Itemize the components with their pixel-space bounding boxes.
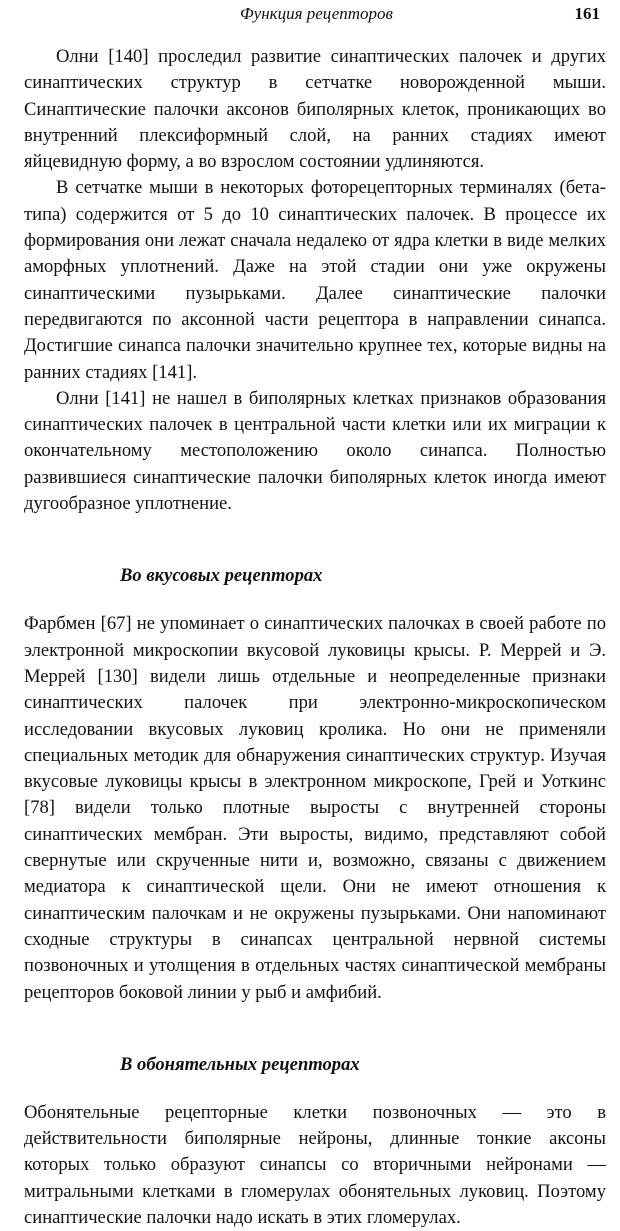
- paragraph-mouse-retina-terminals: В сетчатке мыши в некоторых фоторецепторных терминалях (бета-типа) содержится от 5 до 10 синаптических палочек. В процессе их формирования они лежат сначала недалеко от ядра клетки в виде мелких аморфных уплотнений. Даже на этой стадии они уже окружены синаптическими пузырьками. Далее синаптические палочки передвигаются по аксонной части рецептора в направлении синапса. Достигшие синапса палочки значительно крупнее тех, которые видны на ранних стадиях [141].: [24, 177, 606, 383]
- section-gap: [24, 1006, 606, 1052]
- section-heading-taste-receptors: Во вкусовых рецепторах: [120, 565, 323, 587]
- heading-gap: [24, 1078, 606, 1100]
- paragraph-taste-receptors: Фарбмен [67] не упоминает о синаптических палочках в своей работе по электронной микроскопии вкусовой луковицы крысы. Р. Меррей и Э. Меррей [130] видели лишь отдельные и неопределенные признаки синаптических палочек при электронно-микроскопическом исследовании вкусовых луковиц кролика. Но они не применяли специальных методик для обнаружения синаптических структур. Изучая вкусовые луковицы крысы в электронном микроскопе, Грей и Уоткинс [78] видели только плотные выросты с внутренней стороны синаптических мембран. Эти выросты, видимо, представляют собой свернутые или скрученные нити и, возможно, связаны с движением медиатора к синаптической щели. Они не имеют отношения к синаптическим палочкам и не окружены пузырьками. Они напоминают сходные структуры в синапсах центральной нервной системы позвоночных и утолщения в отдельных частях синаптической мембраны рецепторов боковой линии у рыб и амфибий.: [24, 613, 606, 1003]
- section-heading-olfactory-receptors: В обонятельных рецепторах: [120, 1053, 360, 1075]
- paragraph-olney-retina-development: Олни [140] проследил развитие синаптических палочек и других синаптических структур в сетчатке новорожденной мыши. Синаптические палочки аксонов биполярных клеток, проникающих во внутренний плексиформный слой, на ранних стадиях имеют яйцевидную форму, а во взрослом состоянии удлиняются.: [24, 46, 606, 173]
- running-header: [0, 2, 620, 28]
- page-content: [24, 44, 606, 1231]
- running-title: Функция рецепторов: [240, 4, 393, 23]
- section-gap: [24, 517, 606, 563]
- heading-gap: [24, 589, 606, 611]
- paragraph-olfactory-receptors: Обонятельные рецепторные клетки позвоночных — это в действительности биполярные нейроны, длинные тонкие аксоны которых только образуют синапсы со вторичными нейронами — митральными клетками в гломерулах обонятельных луковиц. Поэтому синаптические палочки надо искать в этих гломерулах.: [24, 1101, 606, 1228]
- page-number: 161: [574, 4, 600, 23]
- paragraph-olney-bipolar-cells: Олни [141] не нашел в биполярных клетках признаков образования синаптических палочек в центральной части клетки или их миграции к окончательному местоположению около синапса. Полностью развившиеся синаптические палочки биполярных клеток иногда имеют дугообразное уплотнение.: [24, 387, 606, 515]
